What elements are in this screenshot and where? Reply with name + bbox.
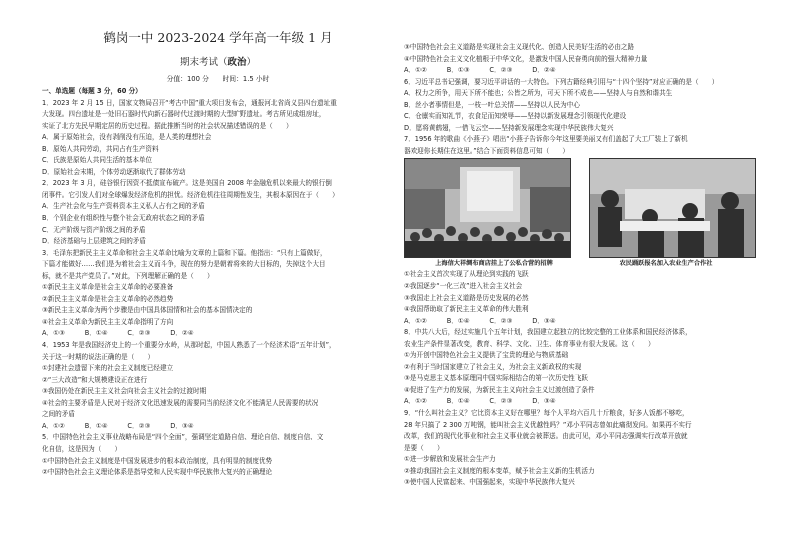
text-line: ④我国帮助取了新民主主义革命的伟大胜利 [404, 305, 529, 314]
farmers-image [590, 159, 755, 257]
text-line: A．生产社会化与生产资料资本主义私人占有之间的矛盾 [42, 202, 205, 211]
text-line: 改革，我们的现代化事业和社会主义事业就会被葬送。由此可见，邓小平同志强调实行改革开放就 [404, 432, 688, 441]
text-line: ①为开创中国特色社会主义提供了宝贵的理论与物质基础 [404, 351, 569, 360]
photo-shop-sign [404, 158, 571, 258]
exam-subtitle: 期末考试（政治） [179, 57, 257, 68]
text-line: D．经济基础与上层建筑之间的矛盾 [42, 237, 146, 246]
left-column [42, 0, 394, 479]
text-line: A．①② B．①④ C．②③ D．③④ [42, 421, 194, 430]
text-line: 6．习近平总书记强调，要习近平讲话的一大特色。下列古籍经典引用与“十四个坚持”对应正确的是（ ） [404, 77, 719, 86]
text-line: 大发现。四台遗址是一处旧石器时代向新石器时代过渡时期的大型旷野遗址。考古所见成组房址， [42, 110, 326, 119]
text-line: C．无产阶级与资产阶级之间的矛盾 [42, 225, 146, 234]
text-line: 8．中共八大后，经过实施几个五年计划，我国建立起独立的比较完整的工业体系和国民经济体系， [404, 328, 692, 337]
text-line: D．愿将黄鹤翅，一借飞云空——坚持新发展理念实现中华民族伟大复兴 [404, 123, 614, 132]
text-line: ①进一步解放和发展社会生产力 [404, 455, 496, 464]
text-line: D．原始社会末期，个体劳动逐渐取代了群体劳动 [42, 167, 186, 176]
text-line: 3．毛泽东把新民主主义革命和社会主义革命比喻为文章的上篇和下篇。他指出：“只有上篇做好， [42, 248, 327, 257]
text-line: 4．1953 年是我国经济史上的一个重要分水岭，从那时起，中国人熟悉了一个经济术语“五年计划”， [42, 341, 336, 350]
photo-row [404, 158, 756, 258]
text-line: ①封建社会遗留下来的社会主义制度已经建立 [42, 364, 174, 373]
text-line: ④促进了生产力的发展，为新民主主义向社会主义过渡创造了条件 [404, 385, 595, 394]
text-line: ④中国特色社会主义文化植根于中华文化，是激发中国人民奋勇向前的强大精神力量 [404, 54, 648, 63]
text-line: 1．2023 年 2 月 15 日，国家文物局召开“考古中国”重大项目发布会，通报河北省尚义县四台遗址重 [42, 98, 337, 107]
text-line: ①社会主义首次实现了从理论到实践的飞跃 [404, 270, 529, 279]
text-line: 器欢迎你长期住在这里。”结合下面资料信息可知（ ） [404, 146, 569, 155]
text-line: 闭事件。它引发人们对全球爆发经济危机的担忧。经济危机往往周期性发生，其根本原因在于（ ） [42, 190, 339, 199]
text-line: ①新民主主义革命是社会主义革命的必要准备 [42, 283, 174, 292]
text-line: A．①② B．①④ C．②③ D．③④ [404, 316, 556, 325]
right-column [404, 0, 756, 489]
photo-captions [404, 258, 756, 269]
exam-title: 鹤岗一中 2023-2024 学年高一年级 1 月 [103, 30, 333, 45]
caption-left: 上海信大祥绸布商店挂上了公私合营的招牌 [435, 260, 553, 268]
text-line: B．原始人共同劳动，共同占有生产资料 [42, 144, 159, 153]
text-line: 下篇才能做好……我们是为着社会主义而斗争，现在的努力是朝着将来的大目标的，失掉这个大目 [42, 260, 326, 269]
text-line: 是要（ ） [404, 443, 444, 452]
text-line: A．①③ B．①④ C．②③ D．②④ [42, 329, 194, 338]
text-line: ②我国逐步“一化三改”进入社会主义社会 [404, 282, 523, 291]
right-question-text-bottom [404, 269, 756, 488]
text-line: ②新民主主义革命是社会主义革命的必然趋势 [42, 294, 174, 303]
text-line: 28 年只搞了 2 300 万吨钢，能叫社会主义优越性吗？”邓小平同志曾如此痛彻发问。如果再不实行 [404, 420, 692, 429]
subject-name: 政治 [227, 57, 247, 68]
text-line: ③我国仍处在新民主主义社会向社会主义社会的过渡时期 [42, 387, 207, 396]
text-line: ①中国特色社会主义制度是中国发展进步的根本政治制度，具有明显的制度优势 [42, 456, 273, 465]
text-line: 2．2023 年 3 月，硅谷银行因资不抵债宣布破产。这是美国自 2008 年金融危机以来最大的银行倒 [42, 179, 332, 188]
text-line: ②中国特色社会主义理论体系是指导党和人民实现中华民族伟大复兴的正确理论 [42, 468, 273, 477]
text-line: 7．1956 年的歌曲《小燕子》唱出“小燕子告诉你今年这里要美丽又有们盖起了大工厂装上了新机 [404, 135, 688, 144]
text-line: ④社会主义革命为新民主主义革命指明了方向 [42, 317, 174, 326]
text-line: 标，就不是共产党员了。”对此，下列理解正确的是（ ） [42, 271, 214, 280]
right-question-text-top [404, 42, 756, 157]
text-line: 5．中国特色社会主义事业战略布局是“四个全面”，强调坚定道路自信、理论自信、制度自信、文 [42, 433, 324, 442]
text-line: ③中国特色社会主义道路是实现社会主义现代化、创造人民美好生活的必由之路 [404, 43, 635, 51]
caption-right: 农民踊跃报名加入农业生产合作社 [619, 260, 713, 268]
photo-farmers-signup [589, 158, 756, 258]
text-line: ④社会的主要矛盾是人民对于经济文化迅速发展的需要同当前经济文化不能满足人民需要的状况 [42, 398, 319, 407]
text-line: A．权力之所争，用天下所不能也；公皆之所为，可天下所不成也——坚持人与自然和谐共生 [404, 89, 673, 98]
text-line: 一、单选题（每题 3 分，60 分） [42, 87, 142, 95]
left-question-text [42, 86, 394, 479]
text-line: A．①② B．①③ C．②③ D．②④ [404, 66, 556, 75]
text-line: ②“三大改造”和大规模建设正在进行 [42, 375, 148, 384]
text-line: ③使中国人民富起来、中国强起来，实现中华民族伟大复兴 [404, 478, 575, 487]
text-line: 9．“什么叫社会主义？它比资本主义好在哪里？每个人平均六百几十斤粮食，好多人饭都不够吃， [404, 409, 689, 418]
text-line: 关于这一时期的说法正确的是（ ） [42, 352, 155, 361]
text-line: B．丝小者事情但是，一枝一叶总关情——坚持以人民为中心 [404, 100, 580, 109]
text-line: C．仓廪实而知礼节，衣食足而知荣辱——坚持以新发展理念引领现代化建设 [404, 112, 627, 121]
text-line: ③是马克思主义基本原理同中国实际相结合的第一次历史性飞跃 [404, 374, 588, 383]
exam-meta: 分值：100 分 时间：1.5 小时 [166, 75, 270, 83]
text-line: 实证了北方先民早期定居的历史过程。据此推断当时的社会状况描述错误的是（ ） [42, 121, 293, 130]
text-line: ③我国走上社会主义道路是历史发展的必然 [404, 293, 529, 302]
text-line: B．个别企业有组织性与整个社会无政府状态之间的矛盾 [42, 214, 205, 223]
text-line: ③新民主主义革命为两个步骤是由中国具体国情和社会的基本国情决定的 [42, 306, 253, 315]
text-line: ②推动我国社会主义制度的根本变革，赋予社会主义新的生机活力 [404, 466, 595, 475]
text-line: C．氏族是原始人共同生活的基本单位 [42, 156, 153, 165]
text-line: A．①② B．①④ C．②③ D．③④ [404, 397, 556, 406]
text-line: 之间的矛盾 [42, 410, 75, 419]
street-crowd-image [405, 159, 570, 257]
text-line: 化自信，这是因为（ ） [42, 444, 122, 453]
text-line: ②有利于当时国家建立了社会主义，为社会主义新政权的实现 [404, 362, 582, 371]
text-line: 农业生产条件显著改变，教育、科学、文化、卫生、体育事业有很大发展。这（ ） [404, 339, 655, 348]
text-line: A．属于原始社会，没有剥削没有压迫，是人类的理想社会 [42, 133, 212, 142]
